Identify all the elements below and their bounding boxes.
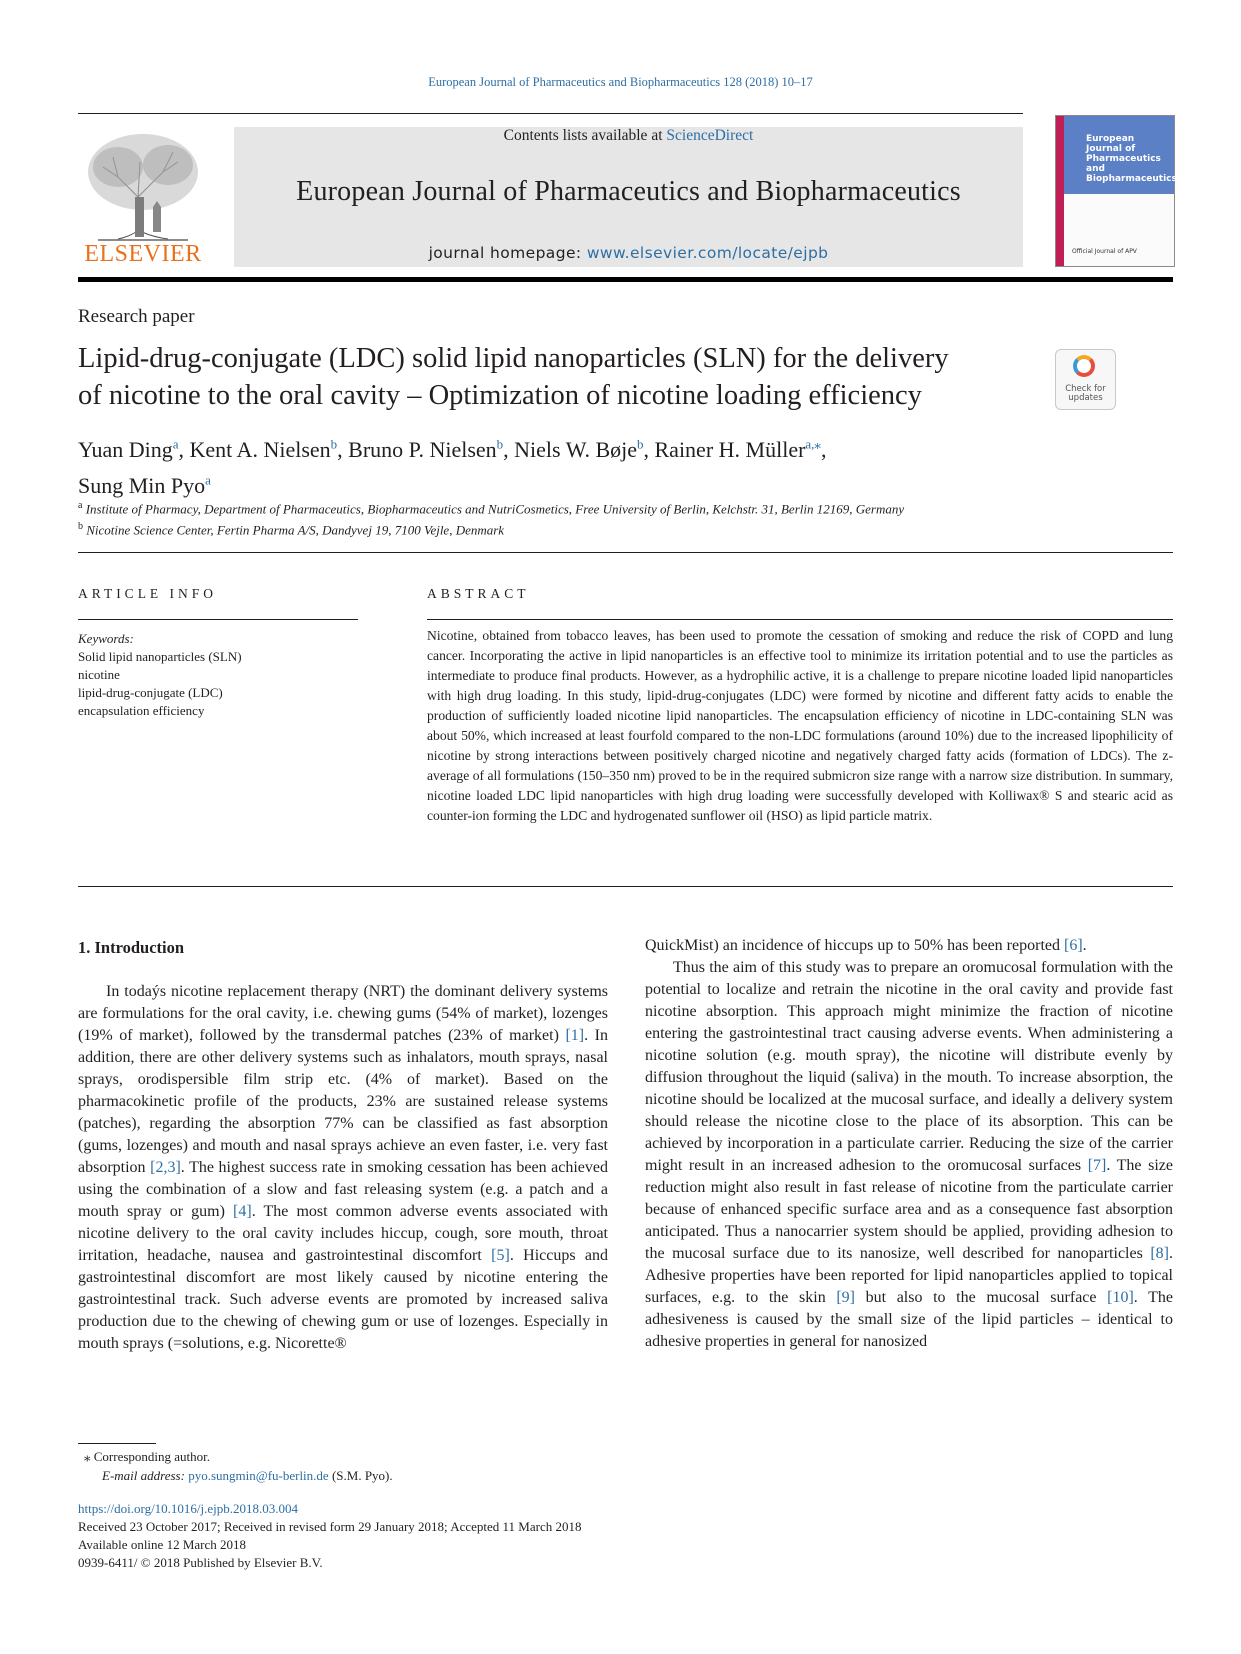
affiliation-mark[interactable]: b <box>496 437 504 452</box>
paper-type: Research paper <box>78 306 195 327</box>
affiliation-mark[interactable]: a <box>205 472 211 488</box>
cover-footer: Official Journal of APV <box>1072 248 1137 255</box>
sciencedirect-link[interactable]: ScienceDirect <box>666 127 754 144</box>
citation-link[interactable]: [5] <box>491 1247 510 1264</box>
crossmark-icon <box>1073 355 1095 377</box>
keyword: encapsulation efficiency <box>78 703 205 718</box>
elsevier-wordmark: ELSEVIER <box>84 241 202 267</box>
affiliation-mark[interactable]: a <box>172 437 179 452</box>
paragraph: In todaýs nicotine replacement therapy (NRT) the dominant delivery systems are formulations for the oral cavity, i.e. chewing gums (54% of market), lozenges (19% of market), followed by the transdermal patches (23% of market) [1]. In addition, there are other delivery systems such as inhalators, mouth sprays, nasal sprays, orodispersible film strip etc. (4% of market). Based on the pharmacokinetic profile of the products, 23% are sustained release systems (patches), regarding the absorption 77% can be classified as fast absorption (gums, lozenges) and mouth and nasal sprays achieve an even faster, i.e. very fast absorption [2,3]. The highest success rate in smoking cessation has been achieved using the combination of a slow and fast releasing system (e.g. a patch and a mouth spray or gum) [4]. The most common adverse events associated with nicotine delivery to the oral cavity includes hiccup, cough, sore mouth, throat irritation, headache, nausea and gastrointestinal discomfort [5]. Hiccups and gastrointestinal discomfort are most likely caused by nicotine entering the gastrointestinal track. Such adverse events are promoted by increased saliva production due to the chewing of chewing gum or use of lozenges. Especially in mouth sprays (=solutions, e.g. Nicorette® <box>78 983 609 1352</box>
citation-link[interactable]: [10] <box>1107 1289 1134 1306</box>
keyword: lipid-drug-conjugate (LDC) <box>78 685 223 700</box>
paragraph: Thus the aim of this study was to prepare an oromucosal formulation with the potential to localize and retrain the nicotine in the oral cavity and provide fast nicotine absorption. This approach might minimize the fraction of nicotine entering the gastrointestinal tract causing adverse events. When administering a nicotine solution (e.g. mouth spray), the nicotine will distribute evenly by diffusion throughout the liquid (saliva) in the mouth. To increase absorption, the nicotine should be localized at the mucosal surface, and ideally a delivery system should release the nicotine close to the place of its absorption. This can be achieved by incorporation in a particulate carrier. Reducing the size of the carrier might result in an increased adhesion to the oromucosal surfaces [7]. The size reduction might also result in fast release of nicotine from the particulate carrier because of enhanced specific surface area and as a consequence fast absorption anticipated. Thus a nanocarrier system should be applied, providing adhesion to the mucosal surface due to its nanosize, well described for nanoparticles [8]. Adhesive properties have been reported for lipid nanoparticles applied to topical surfaces, e.g. to the skin [9] but also to the mucosal surface [10]. The adhesiveness is caused by the small size of the lipid particles – identical to adhesive properties in general for nanosized <box>645 959 1174 1350</box>
affiliation-mark[interactable]: a,⁎ <box>805 437 821 452</box>
keyword: nicotine <box>78 667 120 682</box>
citation-link[interactable]: [4] <box>233 1203 252 1220</box>
available-online: Available online 12 March 2018 <box>78 1537 246 1552</box>
keyword: Solid lipid nanoparticles (SLN) <box>78 649 242 664</box>
elsevier-logo <box>78 127 208 267</box>
citation-link[interactable]: [6] <box>1063 937 1083 954</box>
contents-prefix: Contents lists available at <box>503 127 667 144</box>
citation-link[interactable]: [2,3] <box>150 1159 181 1176</box>
affiliation-mark[interactable]: b <box>330 437 338 452</box>
author: Bruno P. Nielsen$^b$, <box>348 437 515 463</box>
email-link[interactable]: pyo.sungmin@fu-berlin.de <box>188 1468 329 1483</box>
homepage-prefix: journal homepage: <box>428 244 587 262</box>
citation-link[interactable]: [1] <box>565 1027 585 1044</box>
footnote <box>78 1447 393 1485</box>
title-line-1: Lipid-drug-conjugate (LDC) solid lipid nanoparticles (SLN) for the delivery <box>78 343 949 374</box>
keywords-block <box>78 630 378 720</box>
corresponding-author-note: ⁎ Corresponding author. <box>84 1449 211 1464</box>
author: Sung Min Pyo$^a$ <box>78 472 211 498</box>
citation-link[interactable]: [7] <box>1087 1157 1107 1174</box>
author: Kent A. Nielsen$^b$, <box>189 437 349 463</box>
keywords-label: Keywords: <box>78 631 134 646</box>
header-thick-rule <box>78 277 1173 282</box>
journal-cover-thumbnail[interactable] <box>1055 115 1175 267</box>
check-for-updates-label: Check for updates <box>1065 384 1106 403</box>
contents-line <box>234 127 1023 145</box>
introduction-heading: 1. Introduction <box>78 938 185 957</box>
paragraph: QuickMist) an incidence of hiccups up to 50% has been reported [6]. <box>645 937 1087 954</box>
journal-reference[interactable]: European Journal of Pharmaceutics and Biopharmaceutics 128 (2018) 10–17 <box>428 75 813 89</box>
author-list <box>78 430 1038 501</box>
abstract-rule <box>427 619 1173 620</box>
citation-link[interactable]: [9] <box>836 1289 855 1306</box>
affiliation-mark[interactable]: b <box>637 437 644 452</box>
title-line-2: of nicotine to the oral cavity – Optimization of nicotine loading efficiency <box>78 380 922 411</box>
affiliation: $^a$ Institute of Pharmacy, Department of Pharmaceutics, Biopharmaceutics and NutriCosmetics, Free University of Berlin, Kelchstr. 31, Berlin 12169, Germany <box>78 500 905 517</box>
footnote-rule <box>78 1443 156 1444</box>
abstract-heading: ABSTRACT <box>427 586 530 601</box>
left-column <box>78 981 608 1355</box>
affiliations <box>78 497 1078 540</box>
journal-homepage-line <box>234 244 1023 262</box>
article-title <box>78 340 1038 414</box>
check-for-updates-badge[interactable] <box>1055 349 1116 410</box>
article-metadata <box>78 1500 581 1572</box>
author: Yuan Ding$^a$, <box>78 437 190 463</box>
author: Rainer H. Müller$^{a,⁎}$, <box>654 437 827 463</box>
abstract-end-rule <box>78 886 1173 887</box>
journal-homepage-link[interactable]: www.elsevier.com/locate/ejpb <box>586 244 829 262</box>
journal-title: European Journal of Pharmaceutics and Biopharmaceutics <box>296 176 961 207</box>
article-info-rule <box>78 619 358 620</box>
right-column <box>645 935 1173 1353</box>
received-dates: Received 23 October 2017; Received in revised form 29 January 2018; Accepted 11 March 2018 <box>78 1519 582 1534</box>
section-rule <box>78 552 1173 553</box>
article-info-heading: ARTICLE INFO <box>78 586 218 601</box>
email-line: E-mail address: pyo.sungmin@fu-berlin.de (S.M. Pyo). <box>102 1468 393 1483</box>
affiliation: $^b$ Nicotine Science Center, Fertin Pharma A/S, Dandyvej 19, 7100 Vejle, Denmark <box>78 521 505 538</box>
header-rule <box>78 113 1023 114</box>
doi-link[interactable]: https://doi.org/10.1016/j.ejpb.2018.03.004 <box>78 1501 299 1516</box>
cover-title: European Journal of Pharmaceutics and Biopharmaceutics <box>1086 134 1177 184</box>
citation-link[interactable]: [8] <box>1150 1245 1169 1262</box>
abstract-text: Nicotine, obtained from tobacco leaves, has been used to promote the cessation of smoking and reduce the risk of COPD and lung cancer. Incorporating the active in lipid nanoparticles is an effective tool to minimize its irritation potential and to use the particles as intermediate to produce final products. However, as a hydrophilic active, it is a challenge to prepare nicotine loaded lipid nanoparticles with high drug loading. In this study, lipid-drug-conjugates (LDC) were formed by nicotine and different fatty acids to enable the production of sufficiently loaded nicotine lipid nanoparticles. The encapsulation efficiency of nicotine in LDC-containing SLN was about 50%, which increased at least fourfold compared to the non-LDC formulations (around 10%) due to the increased lipophilicity of nicotine by strong interactions between positively charged nicotine and negatively charged fatty acids (formation of LDCs). The z-average of all formulations (150–350 nm) proved to be in the required submicron size range with a narrow size distribution. In summary, nicotine loaded LDC lipid nanoparticles with high drug loading were successfully developed with Kolliwax® S and stearic acid as counter-ion forming the LDC and hydrogenated sunflower oil (HSO) as lipid particle matrix. <box>427 628 1173 823</box>
copyright: 0939-6411/ © 2018 Published by Elsevier B.V. <box>78 1555 323 1570</box>
cover-stripe <box>1056 116 1064 266</box>
author: Niels W. Bøje$^b$, <box>514 437 655 463</box>
